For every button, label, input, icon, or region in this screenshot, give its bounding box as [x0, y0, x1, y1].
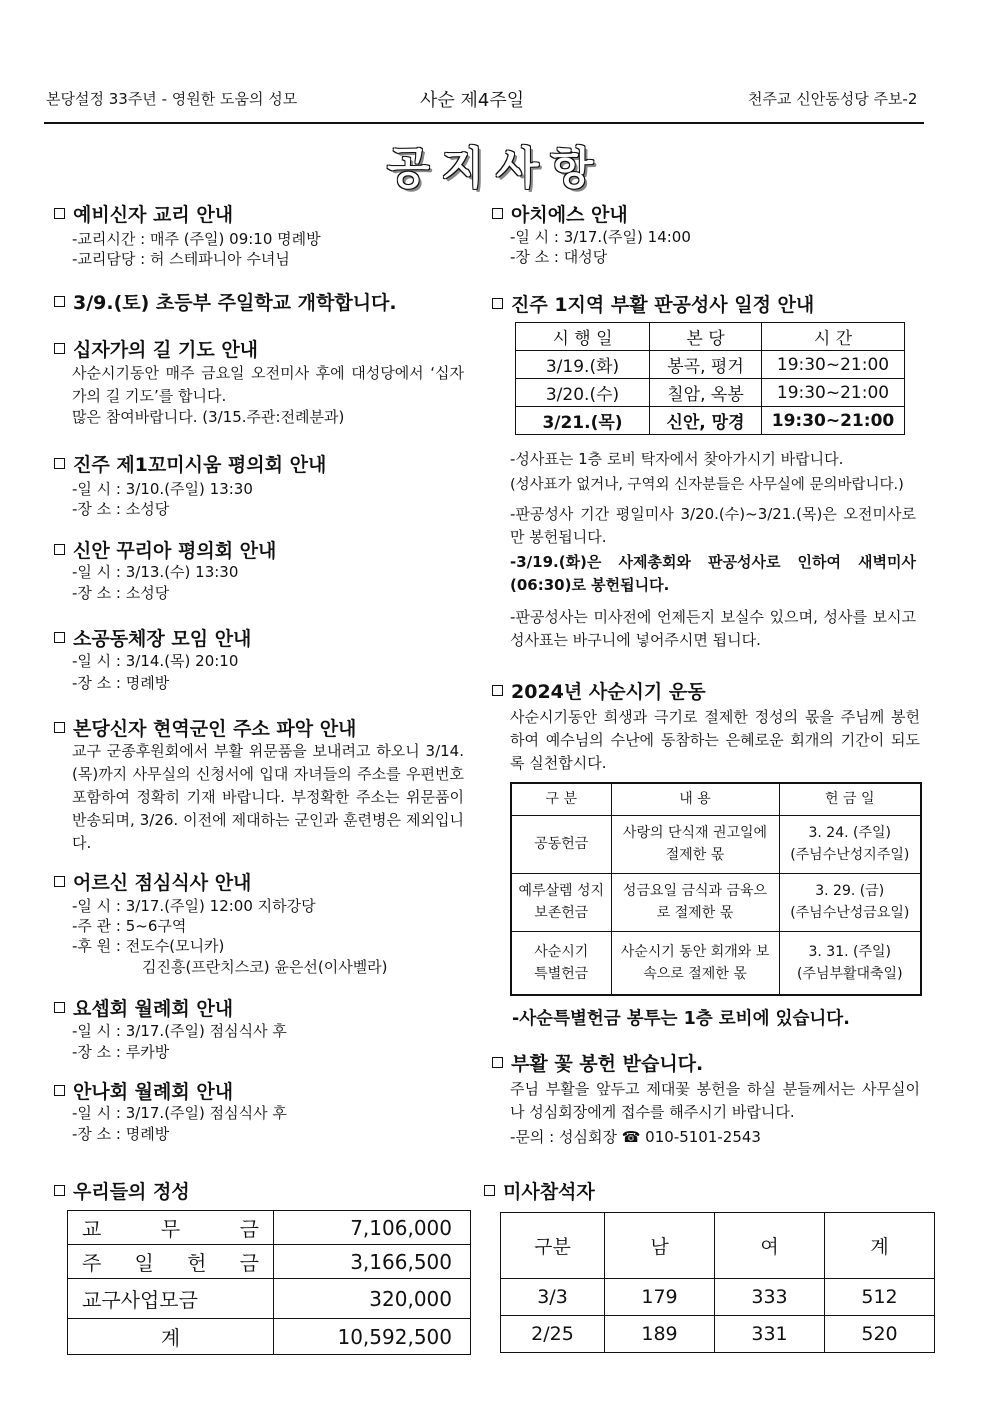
- checkbox-icon: [54, 296, 65, 307]
- offerings-table: [67, 1210, 471, 1355]
- checkbox-icon: [54, 1185, 65, 1196]
- checkbox-icon: [54, 1085, 65, 1096]
- table-cell: 신안, 망경: [650, 407, 762, 435]
- elders-line-1: -일 시 : 3/17.(주일) 12:00 지하강당: [72, 897, 316, 915]
- checkbox-icon: [492, 685, 503, 696]
- table-cell: 7,106,000: [274, 1211, 471, 1245]
- page-title: 공지사항: [386, 143, 605, 194]
- column-header: 여: [715, 1213, 825, 1279]
- checkbox-icon: [492, 1057, 503, 1068]
- lent-text: 사순시기동안 희생과 극기로 절제한 정성의 몫을 주님께 봉헌하여 예수님의 수난에 동참하는 은혜로운 회개의 기간이 되도록 실천합시다.: [510, 708, 920, 772]
- table-cell: 성금요일 금식과 금육으로 절제한 몫: [611, 873, 779, 931]
- table-cell: 3. 29. (금) (주님수난성금요일): [779, 873, 921, 931]
- attendance-heading: 미사참석자: [484, 1177, 595, 1204]
- joseph-line-1: -일 시 : 3/17.(주일) 점심식사 후: [72, 1022, 287, 1040]
- catechism-line-2: -교리담당 : 허 스테파니아 수녀님: [72, 250, 290, 268]
- curia-line-2: -장 소 : 소성당: [72, 584, 170, 602]
- header-left: 본당설정 33주년 - 영원한 도움의 성모: [46, 90, 298, 108]
- column-header: 본 당: [650, 323, 762, 351]
- table-cell: 3. 24. (주일) (주님수난성지주일): [779, 815, 921, 873]
- flowers-heading: 부활 꽃 봉헌 받습니다.: [492, 1049, 703, 1076]
- soldiers-heading: 본당신자 현역군인 주소 파악 안내: [54, 714, 356, 741]
- flowers-contact: -문의 : 성심회장 ☎ 010-5101-2543: [510, 1128, 761, 1146]
- table-cell: 교 무 금: [68, 1211, 274, 1245]
- checkbox-icon: [54, 722, 65, 733]
- table-cell: 333: [715, 1279, 825, 1316]
- curia-heading: 신안 꾸리아 평의회 안내: [54, 536, 276, 563]
- checkbox-icon: [484, 1185, 495, 1196]
- checkbox-icon: [54, 458, 65, 469]
- comitium-line-2: -장 소 : 소성당: [72, 500, 170, 518]
- column-header: 구분: [501, 1213, 605, 1279]
- table-cell: 19:30~21:00: [762, 379, 905, 407]
- penance-note-4: -3/19.(화)은 사제총회와 판공성사로 인하여 새벽미사(06:30)로 봉헌됩니다.: [510, 553, 916, 594]
- table-row: [68, 1211, 471, 1245]
- checkbox-icon: [54, 544, 65, 555]
- table-cell: 179: [605, 1279, 715, 1316]
- table-header-row: [511, 783, 921, 815]
- table-cell: 봉곡, 평거: [650, 351, 762, 379]
- community-heading: 소공동체장 모임 안내: [54, 624, 251, 651]
- table-row: [68, 1245, 471, 1279]
- table-cell: 331: [715, 1316, 825, 1353]
- column-header: 계: [825, 1213, 935, 1279]
- acies-heading: 아치에스 안내: [492, 200, 628, 227]
- table-row: [511, 873, 921, 931]
- table-cell: 2/25: [501, 1316, 605, 1353]
- header-right: 천주교 신안동성당 주보-2: [748, 90, 918, 108]
- flowers-text: 주님 부활을 앞두고 제대꽃 봉헌을 하실 분들께서는 사무실이나 성심회장에게 접수를 해주시기 바랍니다.: [510, 1080, 920, 1121]
- checkbox-icon: [54, 1002, 65, 1013]
- table-cell: 계: [68, 1319, 274, 1355]
- table-cell: 19:30~21:00: [762, 351, 905, 379]
- table-cell: 사랑의 단식재 권고일에 절제한 몫: [611, 815, 779, 873]
- catechism-line-1: -교리시간 : 매주 (주일) 09:10 명례방: [72, 230, 321, 248]
- lent-offering-table: [510, 782, 922, 996]
- table-row-highlight: [516, 407, 905, 435]
- column-header: 남: [605, 1213, 715, 1279]
- lent-heading: 2024년 사순시기 운동: [492, 677, 706, 704]
- table-cell: 사순시기 특별헌금: [511, 931, 611, 995]
- checkbox-icon: [492, 208, 503, 219]
- table-cell: 19:30~21:00: [762, 407, 905, 435]
- table-cell: 3,166,500: [274, 1245, 471, 1279]
- table-header-row: [516, 323, 905, 351]
- header-divider: [44, 122, 924, 124]
- table-cell: 교구사업모금: [68, 1279, 274, 1319]
- column-header: 구 분: [511, 783, 611, 815]
- checkbox-icon: [492, 298, 503, 309]
- attendance-table: [500, 1212, 935, 1353]
- table-cell: 3/3: [501, 1279, 605, 1316]
- elders-line-3: -후 원 : 전도수(모니카): [72, 937, 225, 955]
- penance-schedule-table: [515, 322, 905, 435]
- table-cell: 3/21.(목): [516, 407, 650, 435]
- column-header: 시 행 일: [516, 323, 650, 351]
- catechism-heading: 예비신자 교리 안내: [54, 200, 233, 227]
- offerings-heading: 우리들의 정성: [54, 1177, 190, 1204]
- header-center: 사순 제4주일: [420, 90, 525, 111]
- table-cell: 10,592,500: [274, 1319, 471, 1355]
- joseph-heading: 요셉회 월례회 안내: [54, 994, 233, 1021]
- checkbox-icon: [54, 632, 65, 643]
- table-header-row: [501, 1213, 935, 1279]
- acies-line-1: -일 시 : 3/17.(주일) 14:00: [510, 228, 691, 246]
- lent-note: -사순특별헌금 봉투는 1층 로비에 있습니다.: [512, 1009, 850, 1029]
- column-header: 시 간: [762, 323, 905, 351]
- anna-line-1: -일 시 : 3/17.(주일) 점심식사 후: [72, 1104, 287, 1122]
- table-cell: 320,000: [274, 1279, 471, 1319]
- table-row: [501, 1316, 935, 1353]
- column-header: 내 용: [611, 783, 779, 815]
- column-header: 헌 금 일: [779, 783, 921, 815]
- stations-text-2: 많은 참여바랍니다. (3/15.주관:전례분과): [72, 408, 345, 426]
- stations-text: 사순시기동안 매주 금요일 오전미사 후에 대성당에서 ‘십자가의 길 기도’를 합니다.: [72, 364, 464, 405]
- table-cell: 520: [825, 1316, 935, 1353]
- table-row: [516, 379, 905, 407]
- table-row: [511, 815, 921, 873]
- table-row: [511, 931, 921, 995]
- elders-line-2: -주 관 : 5~6구역: [72, 917, 187, 935]
- penance-note-2: (성사표가 없거나, 구역외 신자분들은 사무실에 문의바랍니다.): [510, 477, 904, 493]
- table-row: [68, 1319, 471, 1355]
- community-line-1: -일 시 : 3/14.(목) 20:10: [72, 652, 239, 670]
- checkbox-icon: [54, 876, 65, 887]
- joseph-line-2: -장 소 : 루카방: [72, 1043, 170, 1061]
- table-cell: 예루살렘 성지보존헌금: [511, 873, 611, 931]
- table-cell: 3/19.(화): [516, 351, 650, 379]
- anna-line-2: -장 소 : 명례방: [72, 1125, 170, 1143]
- community-line-2: -장 소 : 명례방: [72, 674, 170, 692]
- anna-heading: 안나회 월례회 안내: [54, 1077, 233, 1104]
- table-cell: 3. 31. (주일) (주님부활대축일): [779, 931, 921, 995]
- penance-heading: 진주 1지역 부활 판공성사 일정 안내: [492, 290, 814, 317]
- table-cell: 512: [825, 1279, 935, 1316]
- comitium-heading: 진주 제1꼬미시움 평의회 안내: [54, 450, 326, 477]
- table-cell: 189: [605, 1316, 715, 1353]
- table-cell: 공동헌금: [511, 815, 611, 873]
- elders-line-4: 김진흥(프란치스코) 윤은선(이사벨라): [142, 958, 388, 976]
- penance-note-1: -성사표는 1층 로비 탁자에서 찾아가시기 바랍니다.: [510, 450, 844, 468]
- table-cell: 사순시기 동안 회개와 보속으로 절제한 몫: [611, 931, 779, 995]
- penance-note-5: -판공성사는 미사전에 언제든지 보실수 있으며, 성사를 보시고 성사표는 바구니에 넣어주시면 됩니다.: [510, 608, 916, 649]
- elders-heading: 어르신 점심식사 안내: [54, 868, 251, 895]
- stations-heading: 십자가의 길 기도 안내: [54, 335, 258, 362]
- table-row: [501, 1279, 935, 1316]
- sunday-school-heading: 3/9.(토) 초등부 주일학교 개학합니다.: [54, 288, 397, 315]
- table-row: [68, 1279, 471, 1319]
- curia-line-1: -일 시 : 3/13.(수) 13:30: [72, 563, 239, 581]
- checkbox-icon: [54, 208, 65, 219]
- soldiers-text: 교구 군종후원회에서 부활 위문품을 보내려고 하오니 3/14.(목)까지 사무실의 신청서에 입대 자녀들의 주소를 우편번호 포함하여 정확히 기재 바랍니다. 부정확한 주소는 위문품이 반송되며, 3/26. 이전에 제대하는 군인과 훈련병은 제외입니다.: [72, 742, 464, 852]
- table-cell: 주 일 헌 금: [68, 1245, 274, 1279]
- table-row: [516, 351, 905, 379]
- comitium-line-1: -일 시 : 3/10.(주일) 13:30: [72, 480, 253, 498]
- penance-note-3: -판공성사 기간 평일미사 3/20.(수)~3/21.(목)은 오전미사로만 봉헌됩니다.: [510, 505, 916, 546]
- table-cell: 3/20.(수): [516, 379, 650, 407]
- checkbox-icon: [54, 343, 65, 354]
- table-cell: 칠암, 옥봉: [650, 379, 762, 407]
- acies-line-2: -장 소 : 대성당: [510, 248, 608, 266]
